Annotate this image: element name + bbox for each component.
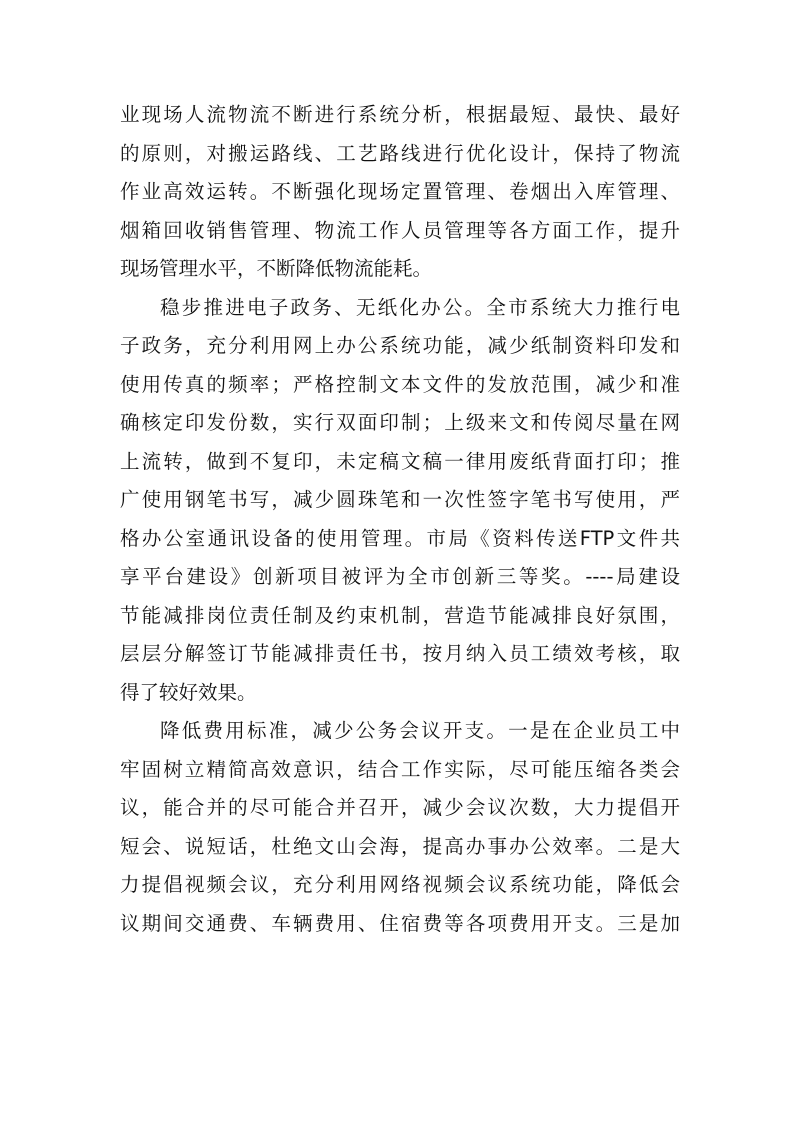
text-line: 牢固树立精简高效意识，结合工作实际，尽可能压缩各类会 [120,757,680,781]
paragraph-first-line: 降低费用标准，减少公务会议开支。一是在企业员工中 [160,719,680,742]
text-line: 烟箱回收销售管理、物流工作人员管理等各方面工作，提升 [120,218,680,242]
text-line: 业现场人流物流不断进行系统分析，根据最短、最快、最好 [120,103,680,126]
text-line: 层层分解签订节能减排责任书，按月纳入员工绩效考核，取 [120,642,680,665]
paragraph-first-line: 稳步推进电子政务、无纸化办公。全市系统大力推行电 [160,295,680,319]
text-line: 格办公室通讯设备的使用管理。市局《资料传送FTP文件共 [120,526,680,550]
text-line: 广使用钢笔书写，减少圆珠笔和一次性签字笔书写使用，严 [120,488,680,511]
text-line: 作业高效运转。不断强化现场定置管理、卷烟出入库管理、 [120,180,680,203]
text-line: 上流转，做到不复印，未定稿文稿一律用废纸背面打印；推 [120,449,680,473]
text-line: 议期间交通费、车辆费用、住宿费等各项费用开支。三是加 [120,911,680,935]
text-line: 短会、说短话，杜绝文山会海，提高办事办公效率。二是大 [120,834,680,858]
text-line: 现场管理水平，不断降低物流能耗。 [120,257,433,280]
document-body [120,96,680,943]
text-line: 议，能合并的尽可能合并召开，减少会议次数，大力提倡开 [120,796,680,819]
text-line: 享平台建设》创新项目被评为全市创新三等奖。----局建设 [120,565,680,588]
text-line: 子政务，充分利用网上办公系统功能，减少纸制资料印发和 [120,334,680,357]
text-line: 的原则，对搬运路线、工艺路线进行优化设计，保持了物流 [120,141,680,165]
text-line: 确核定印发份数，实行双面印制；上级来文和传阅尽量在网 [120,411,680,434]
text-line: 得了较好效果。 [120,680,257,704]
text-line: 力提倡视频会议，充分利用网络视频会议系统功能，降低会 [120,873,680,896]
text-line: 使用传真的频率；严格控制文本文件的发放范围，减少和准 [120,372,680,396]
text-line: 节能减排岗位责任制及约束机制，营造节能减排良好氛围， [120,603,680,627]
